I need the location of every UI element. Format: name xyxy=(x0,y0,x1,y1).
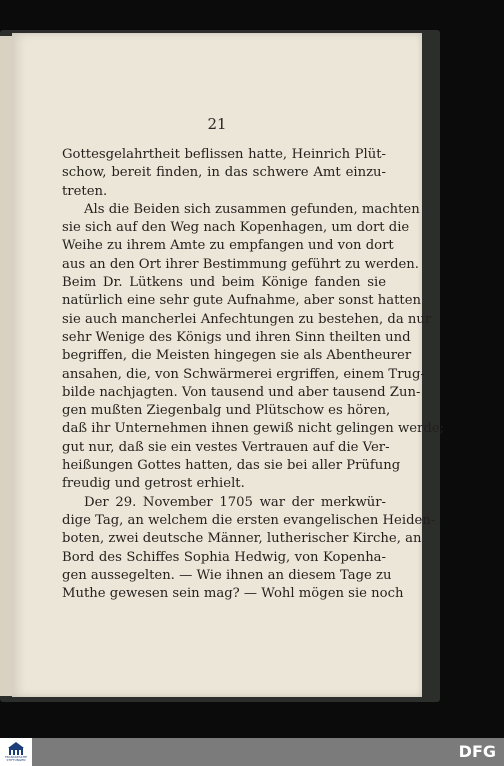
text-line: Beim Dr. Lütkens und beim Könige fanden sie xyxy=(62,275,386,291)
text-line: gen aussegelten. — Wie ihnen an diesem Tage zu xyxy=(62,567,392,583)
text-line: heißungen Gottes hatten, das sie bei aller Prüfung xyxy=(62,458,401,474)
book-page xyxy=(12,33,445,697)
viewer-footer xyxy=(0,738,504,766)
text-line: aus an den Ort ihrer Bestimmung geführt zu werden. xyxy=(62,256,419,272)
text-line: ansahen, die, von Schwärmerei ergriffen, einem Trug- xyxy=(62,366,425,382)
text-line: sie auch mancherlei Anfechtungen zu bestehen, da nur xyxy=(62,311,432,327)
text-line: schow, bereit finden, in das schwere Amt einzu- xyxy=(62,165,386,181)
text-line: dige Tag, an welchem die ersten evangelischen Heiden- xyxy=(62,512,436,528)
text-line: sie sich auf den Weg nach Kopenhagen, um dort die xyxy=(62,220,410,236)
francke-foundation-icon xyxy=(8,742,24,756)
text-line: natürlich eine sehr gute Aufnahme, aber sonst hatten xyxy=(62,293,422,309)
page-number: 21 xyxy=(207,115,227,133)
text-line: Weihe zu ihrem Amte zu empfangen und von dort xyxy=(62,238,394,254)
page-text xyxy=(62,146,445,603)
text-line: bilde nachjagten. Von tausend und aber tausend Zun- xyxy=(62,384,421,400)
text-line: freudig und getrost erhielt. xyxy=(62,476,245,492)
library-logo[interactable] xyxy=(0,738,32,766)
text-line: treten. xyxy=(62,183,108,199)
text-line: gen mußten Ziegenbalg und Plütschow es hören, xyxy=(62,403,391,419)
text-line: Gottesgelahrtheit beflissen hatte, Heinrich Plüt- xyxy=(62,147,386,162)
text-line: gut nur, daß sie ein vestes Vertrauen auf die Ver- xyxy=(62,439,390,455)
library-logo-text: FRANCKESCHE STIFTUNGEN xyxy=(4,755,28,762)
text-line: Bord des Schiffes Sophia Hedwig, von Kopenha- xyxy=(62,549,386,565)
text-line: Der 29. November 1705 war der merkwür- xyxy=(84,494,386,510)
text-line: boten, zwei deutsche Männer, lutherischer Kirche, an xyxy=(62,531,422,547)
dfg-logo[interactable]: DFG xyxy=(458,742,496,761)
text-line: Als die Beiden sich zusammen gefunden, machten xyxy=(84,201,420,217)
text-line: sehr Wenige des Königs und ihren Sinn theilten und xyxy=(62,329,411,345)
text-line: begriffen, die Meisten hingegen sie als Abentheurer xyxy=(62,348,412,364)
text-line: Muthe gewesen sein mag? — Wohl mögen sie noch xyxy=(62,586,404,602)
text-line: daß ihr Unternehmen ihnen gewiß nicht gelingen werde; xyxy=(62,421,445,437)
